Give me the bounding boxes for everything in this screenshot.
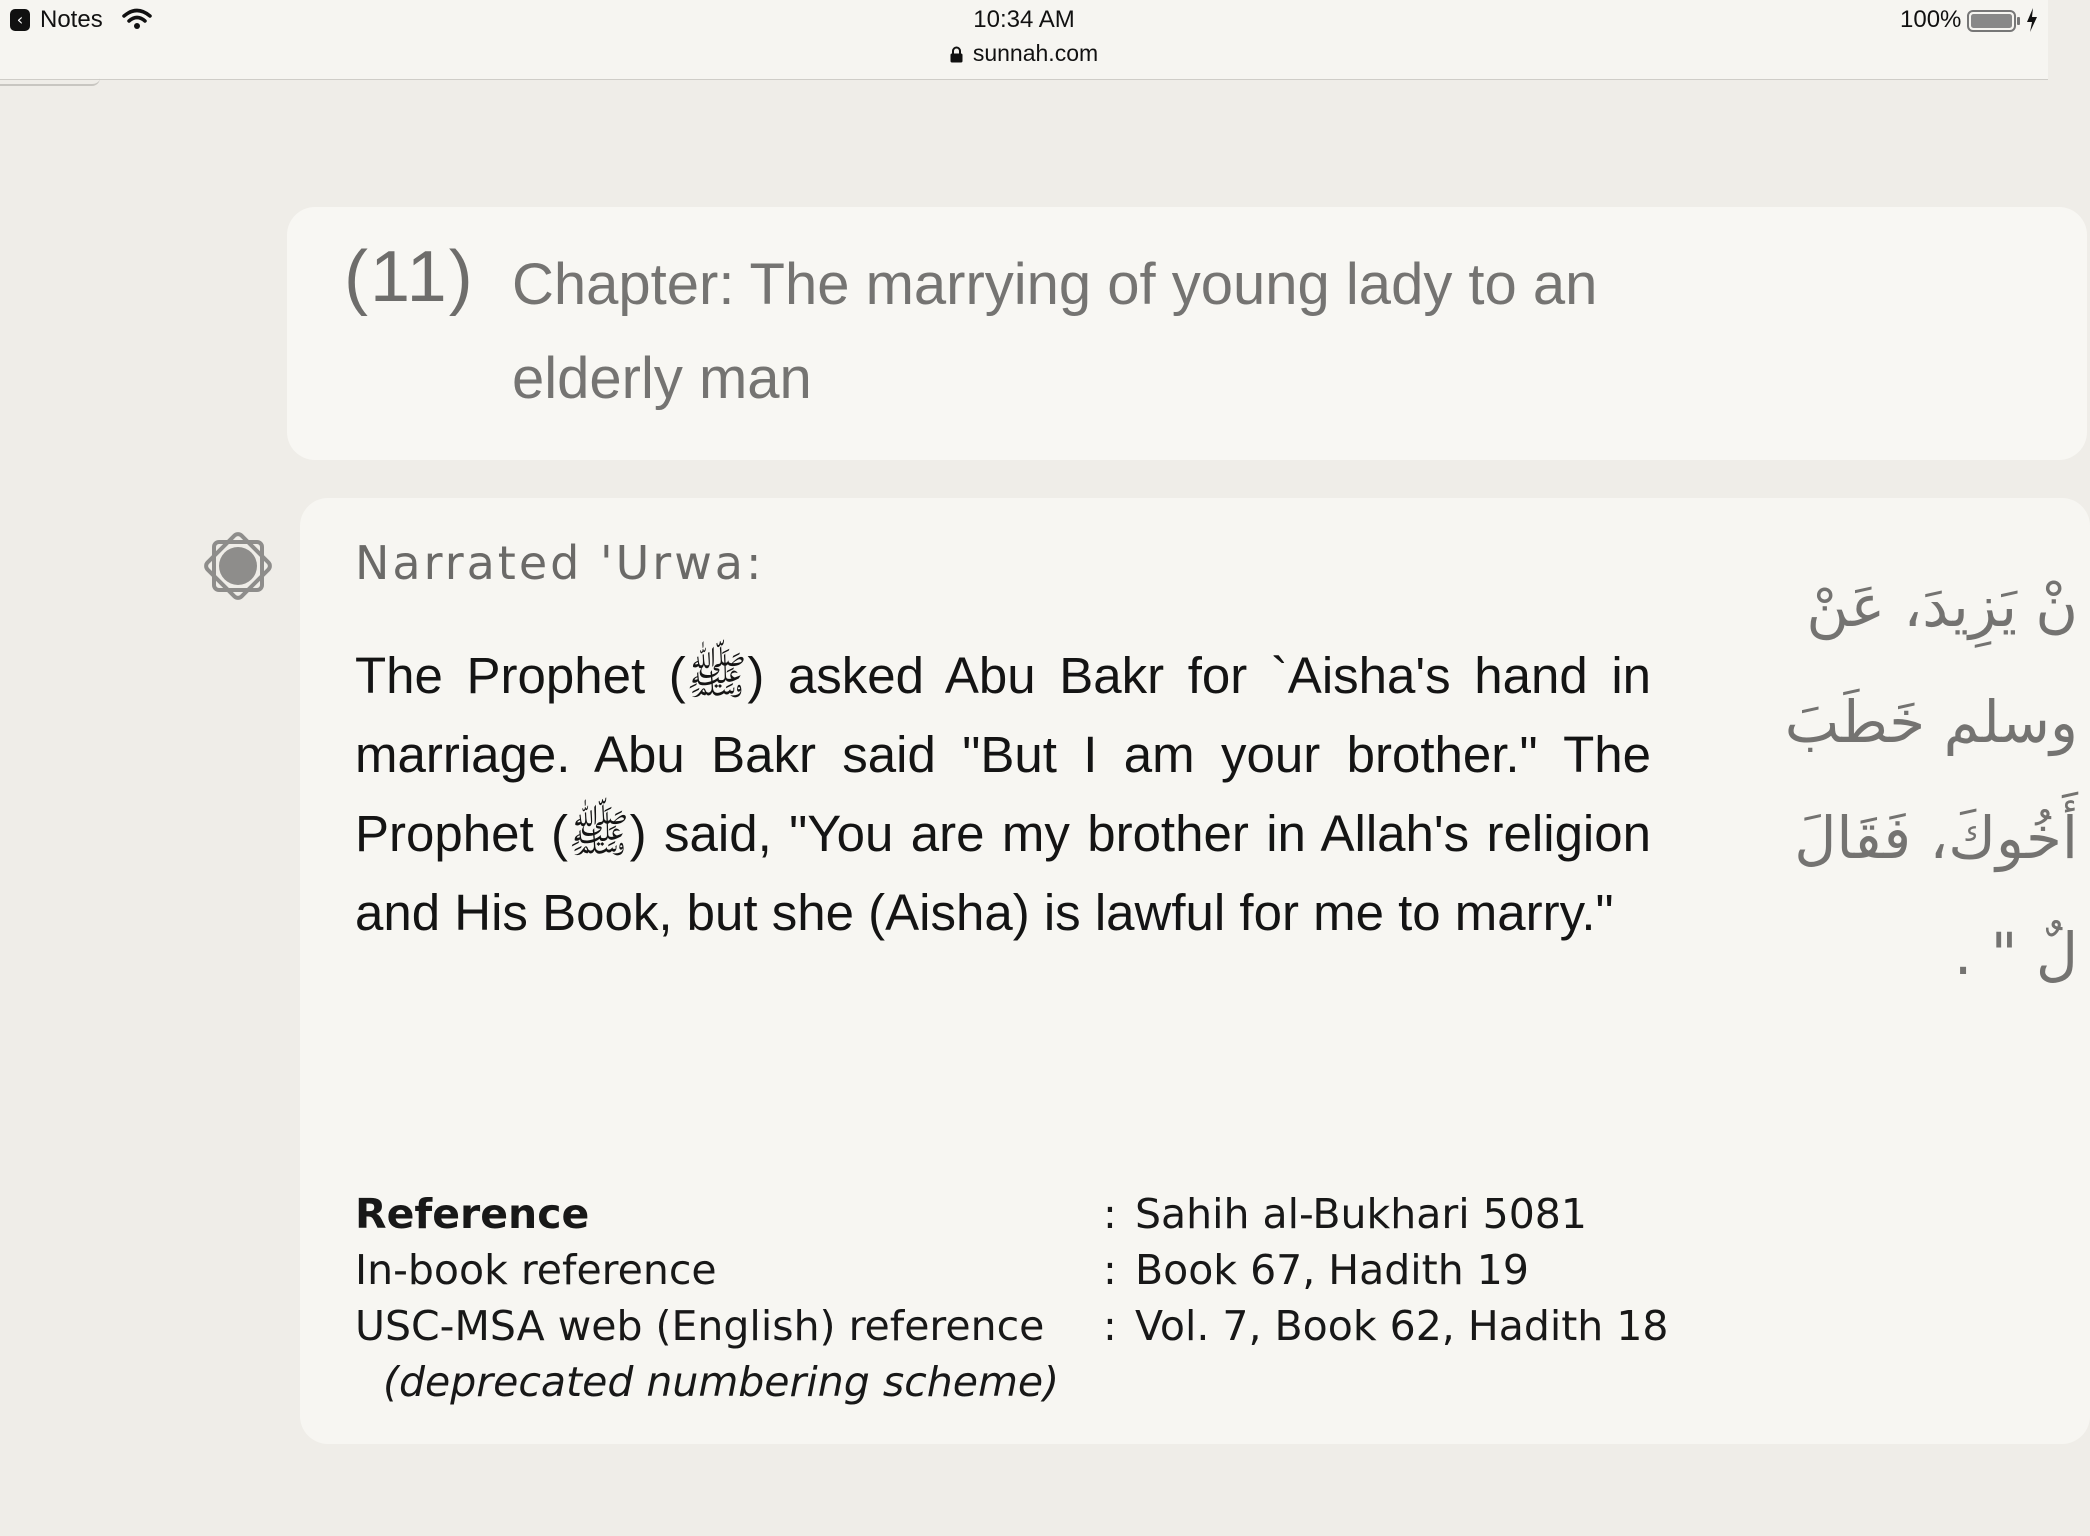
hadith-text-part-3: ) said, "You are my brother in Allah's religion and His Book, but she (Aisha) is lawful for me to marry." <box>355 805 1651 941</box>
reference-separator: : <box>1103 1246 1117 1294</box>
hadith-text-part-2: ) asked Abu Bakr for `Aisha's hand in marriage. Abu Bakr said "But I am your brother." The Prophet ( <box>355 647 1652 862</box>
narrator-line: Narrated 'Urwa: <box>355 536 765 590</box>
salutation-glyph: ﷺ <box>685 647 748 704</box>
url-text: sunnah.com <box>972 40 1099 66</box>
in-book-reference-value: Book 67, Hadith 19 <box>1135 1246 1529 1294</box>
battery-icon <box>1967 10 2023 32</box>
address-bar[interactable] <box>0 40 2048 67</box>
reference-row <box>355 1186 1669 1242</box>
rosette-icon[interactable] <box>200 528 276 604</box>
usc-msa-reference-label: USC-MSA web (English) reference <box>355 1302 1045 1350</box>
reference-label: Reference <box>355 1190 590 1238</box>
status-bar <box>0 0 2048 80</box>
tab-indicator <box>0 78 100 86</box>
back-app-label[interactable]: Notes <box>40 6 103 33</box>
usc-msa-reference-row <box>355 1298 1669 1354</box>
in-book-reference-row <box>355 1242 1669 1298</box>
deprecated-numbering-note: (deprecated numbering scheme) <box>383 1358 1060 1406</box>
reference-table <box>355 1186 1669 1410</box>
back-to-app-button[interactable]: ‹ <box>10 9 30 31</box>
lock-icon <box>950 46 963 63</box>
reference-separator: : <box>1103 1190 1117 1238</box>
in-book-reference-label: In-book reference <box>355 1246 717 1294</box>
reference-value: Sahih al-Bukhari 5081 <box>1135 1190 1587 1238</box>
hadith-arabic-text: نْ يَزِيدَ، عَنْ وسلم خَطَبَ أَخُوكَ، فَقَالَ لٌ " . <box>1784 572 2078 988</box>
arabic-column <box>1760 548 2078 1068</box>
charging-bolt-icon <box>2026 8 2038 32</box>
deprecated-note-row <box>355 1354 1669 1410</box>
usc-msa-reference-value: Vol. 7, Book 62, Hadith 18 <box>1135 1302 1669 1350</box>
chapter-number: (11) <box>344 237 475 317</box>
reference-separator: : <box>1103 1302 1117 1350</box>
battery-percentage: 100% <box>1900 6 1962 33</box>
clock: 10:34 AM <box>973 6 1075 33</box>
hadith-english-text <box>355 636 1651 952</box>
chapter-title: Chapter: The marrying of young lady to an elderly man <box>512 252 1598 411</box>
salutation-glyph: ﷺ <box>568 805 630 862</box>
hadith-text-part-1: The Prophet ( <box>355 647 686 704</box>
